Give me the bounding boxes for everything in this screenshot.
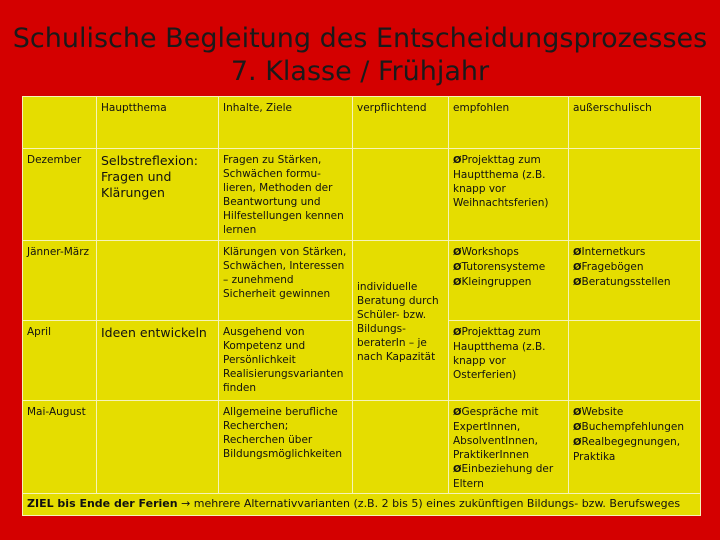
table-row (23, 241, 701, 321)
table-row (23, 149, 701, 241)
bullet-arrow-icon: Ø (573, 277, 582, 288)
recommended-cell (449, 241, 569, 321)
content-cell: Fragen zu Stärken, Schwächen formu-lieren, Methoden der Beantwortung und Hilfestellungen kennen lernen (219, 149, 353, 241)
header-ausserschulisch: außerschulisch (569, 97, 701, 149)
bullet-arrow-icon: Ø (573, 422, 582, 433)
period-cell: April (23, 321, 97, 401)
theme-cell (97, 401, 219, 494)
bullet-arrow-icon: Ø (573, 407, 582, 418)
goal-text: mehrere Alternativvarianten (z.B. 2 bis 5) eines zukünftigen Bildungs- bzw. Berufsweges (190, 497, 681, 510)
list-item: ØKleingruppen (453, 276, 532, 288)
list-item: ØFragebögen (573, 261, 644, 273)
bullet-arrow-icon: Ø (573, 247, 582, 258)
header-hauptthema: Hauptthema (97, 97, 219, 149)
bullet-arrow-icon: Ø (453, 277, 462, 288)
list-item: ØRealbegegnungen, Praktika (573, 436, 681, 463)
header-cell-empty (23, 97, 97, 149)
theme-cell: Selbstreflexion: Fragen und Klärungen (97, 149, 219, 241)
list-item: ØInternetkurs (573, 246, 646, 258)
external-cell (569, 401, 701, 494)
recommended-cell (449, 149, 569, 241)
recommended-cell (449, 321, 569, 401)
list-item: ØGespräche mit ExpertInnen, AbsolventInnen, PraktikerInnen (453, 406, 539, 461)
external-cell (569, 149, 701, 241)
goal-label: ZIEL bis Ende der Ferien (27, 497, 178, 510)
mandatory-cell-empty (353, 401, 449, 494)
list-item: ØTutorensysteme (453, 261, 546, 273)
period-cell: Dezember (23, 149, 97, 241)
mandatory-merged-cell: individuelle Beratung durch Schüler- bzw. Bildungs-beraterIn – je nach Kapazität (353, 241, 449, 401)
bullet-arrow-icon: Ø (453, 247, 462, 258)
bullet-arrow-icon: Ø (453, 327, 462, 338)
title-line-1: Schulische Begleitung des Entscheidungsprozesses (12, 23, 708, 54)
list-item: ØEinbeziehung der Eltern (453, 463, 554, 490)
content-cell: Ausgehend von Kompetenz und Persönlichkeit Realisierungsvarianten finden (219, 321, 353, 401)
footer-row (23, 494, 701, 516)
bullet-arrow-icon: Ø (453, 407, 462, 418)
table-row (23, 401, 701, 494)
recommended-item: Projekttag zum Hauptthema (z.B. knapp vor Weihnachtsferien) (453, 154, 549, 209)
arrow-right-icon: → (181, 497, 191, 510)
bullet-arrow-icon: Ø (453, 464, 462, 475)
header-empfohlen: empfohlen (449, 97, 569, 149)
slide-title (0, 22, 720, 88)
recommended-item: Projekttag zum Hauptthema (z.B. knapp vor Osterferien) (453, 326, 546, 381)
period-cell: Jänner-März (23, 241, 97, 321)
content-cell: Allgemeine berufliche Recherchen; Recherchen über Bildungsmöglichkeiten (219, 401, 353, 494)
list-item: ØBeratungsstellen (573, 276, 671, 288)
bullet-arrow-icon: Ø (453, 155, 462, 166)
goal-footer (23, 494, 701, 516)
content-cell: Klärungen von Stärken, Schwächen, Interessen – zunehmend Sicherheit gewinnen (219, 241, 353, 321)
bullet-arrow-icon: Ø (573, 437, 582, 448)
theme-cell: Ideen entwickeln (97, 321, 219, 401)
header-inhalte: Inhalte, Ziele (219, 97, 353, 149)
header-verpflichtend: verpflichtend (353, 97, 449, 149)
mandatory-cell-empty (353, 149, 449, 241)
bullet-arrow-icon: Ø (573, 262, 582, 273)
header-row (23, 97, 701, 149)
bullet-arrow-icon: Ø (453, 262, 462, 273)
external-cell (569, 321, 701, 401)
external-cell (569, 241, 701, 321)
list-item: ØWorkshops (453, 246, 519, 258)
list-item: ØWebsite (573, 406, 624, 418)
list-item: ØBuchempfehlungen (573, 421, 684, 433)
title-line-2: 7. Klasse / Frühjahr (230, 56, 490, 87)
theme-cell (97, 241, 219, 321)
period-cell: Mai-August (23, 401, 97, 494)
schedule-table (22, 96, 701, 516)
recommended-cell (449, 401, 569, 494)
